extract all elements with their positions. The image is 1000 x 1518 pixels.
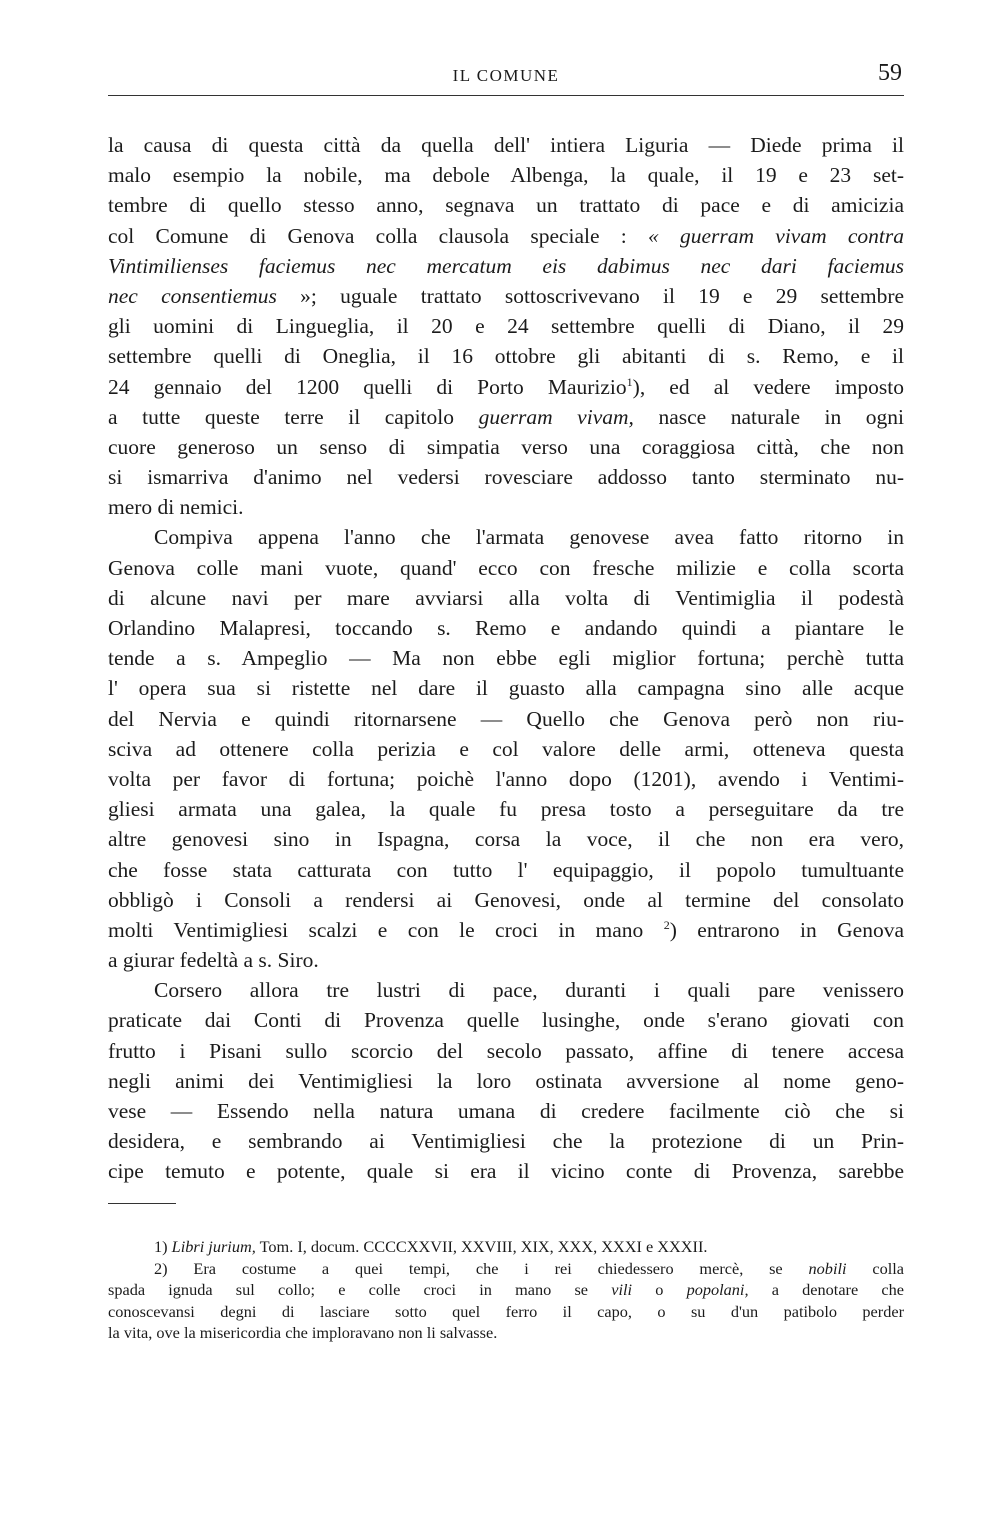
- footnote-text: 2) Era costume a quei tempi, che i rei chiedessero mercè, se: [154, 1258, 783, 1278]
- footnote-2-line: conoscevansi degni di lasciare sotto quel ferro il capo, o su d'un patibolo perder: [108, 1301, 904, 1321]
- text-line: gliesi armata una galea, la quale fu presa tosto a perseguitare da tre: [108, 797, 904, 822]
- footnote-2-line: la vita, ove la misericordia che imploravano non li salvasse.: [108, 1323, 498, 1342]
- text-line: praticate dai Conti di Provenza quelle lusinghe, onde s'erano giovati con: [108, 1008, 904, 1033]
- footnote-italic: popolani,: [686, 1280, 749, 1299]
- text-line: negli animi dei Ventimigliesi la loro ostinata avversione al nome geno-: [108, 1068, 904, 1093]
- text-line: sciva ad ottenere colla perizia e col valore delle armi, otteneva questa: [108, 736, 904, 761]
- text-line: Genova colle mani vuote, quand' ecco con fresche milizie e colla scorta: [108, 555, 904, 580]
- text-line: vese — Essendo nella natura umana di credere facilmente ciò che si: [108, 1099, 904, 1123]
- text-line: [108, 372, 904, 402]
- footnote-ref: 2: [663, 917, 670, 932]
- text-line: gli uomini di Lingueglia, il 20 e 24 settembre quelli di Diano, il 29: [108, 314, 904, 339]
- text-line: che fosse stata catturata con tutto l' equipaggio, il popolo tumultuante: [108, 857, 904, 882]
- footnote-italic: vili: [611, 1280, 633, 1299]
- footnote-number: 1): [154, 1237, 168, 1256]
- footnote-title: Libri jurium,: [171, 1237, 256, 1256]
- text-line: volta per favor di fortuna; poichè l'anno dopo (1201), avendo i Ventimi-: [108, 766, 904, 791]
- header-rule: [108, 95, 904, 96]
- footnote-text: Tom. I, docum. CCCCXXVII, XXVIII, XIX, XXX, XXXI e XXXII.: [259, 1237, 708, 1256]
- latin-quote: « guerram vivam contra: [648, 223, 904, 248]
- footnote-1: [108, 1236, 904, 1258]
- text-line: si ismarriva d'animo nel vedersi rovesciare addosso tanto sterminato nu-: [108, 465, 904, 490]
- text-line: [108, 251, 904, 281]
- text-line: obbligò i Consoli a rendersi ai Genovesi, onde al termine del consolato: [108, 887, 904, 912]
- text-line: cuore generoso un senso di simpatia verso una coraggiosa città, che non: [108, 434, 904, 459]
- text-line: cipe temuto e potente, quale si era il vicino conte di Provenza, sarebbe: [108, 1159, 904, 1184]
- footnote-2-line: [108, 1279, 904, 1301]
- text-line: mero di nemici.: [108, 495, 244, 520]
- page-number: 59: [878, 60, 902, 86]
- text-line: frutto i Pisani sullo scorcio del secolo passato, affine di tenere accesa: [108, 1038, 904, 1063]
- footnote-text: o: [655, 1280, 664, 1299]
- footnote-2-line: [108, 1258, 904, 1280]
- text-segment: »;: [300, 283, 317, 308]
- footnote-italic: nobili: [808, 1258, 847, 1278]
- text-line: Compiva appena l'anno che l'armata genovese avea fatto ritorno in: [154, 525, 904, 550]
- text-line: del Nervia e quindi ritornarsene — Quello che Genova però non riu-: [108, 706, 904, 731]
- page-header: [108, 60, 904, 96]
- footnote-rule: [108, 1203, 176, 1204]
- text-segment: uguale trattato sottoscrivevano il 19 e 29 settembre: [340, 283, 905, 308]
- text-line: tende a s. Ampeglio — Ma non ebbe egli miglior fortuna; perchè tutta: [108, 646, 904, 671]
- text-segment: 24 gennaio del 1200 quelli di Porto Maurizio: [108, 374, 627, 399]
- running-title: IL COMUNE: [452, 66, 560, 85]
- latin-quote: nec consentiemus: [108, 283, 277, 308]
- text-line: tembre di quello stesso anno, segnava un trattato di pace e di amicizia: [108, 193, 904, 218]
- text-line: [108, 281, 904, 311]
- footnotes: [108, 1236, 904, 1344]
- text-line: Orlandino Malapresi, toccando s. Remo e andando quindi a piantare le: [108, 616, 904, 640]
- text-line: a giurar fedeltà a s. Siro.: [108, 948, 319, 973]
- text-line: altre genovesi sino in Ispagna, corsa la voce, il che non era vero,: [108, 827, 904, 852]
- text-segment: col Comune di Genova colla clausola speciale :: [108, 223, 627, 248]
- text-line: Corsero allora tre lustri di pace, duranti i quali pare venissero: [154, 978, 904, 1003]
- latin-quote: Vintimilienses faciemus nec mercatum eis dabimus nec dari faciemus: [108, 253, 904, 278]
- text-line: desidera, e sembrando ai Ventimigliesi che la protezione di un Prin-: [108, 1129, 904, 1154]
- text-segment: ) entrarono in Genova: [669, 917, 905, 942]
- text-line: di alcune navi per mare avviarsi alla volta di Ventimiglia il podestà: [108, 585, 904, 610]
- text-line: l' opera sua si ristette nel dare il guasto alla campagna sino alle acque: [108, 676, 904, 701]
- footnote-ref: 1: [626, 374, 633, 389]
- text-line: settembre quelli di Oneglia, il 16 ottobre gli abitanti di s. Remo, e il: [108, 344, 904, 369]
- text-line: la causa di questa città da quella dell' intiera Liguria — Diede prima il: [108, 133, 904, 157]
- text-line: [108, 915, 904, 945]
- text-segment: nasce naturale in ogni: [658, 404, 905, 429]
- footnote-text: a denotare che: [771, 1280, 904, 1299]
- text-line: [108, 221, 904, 251]
- text-line: malo esempio la nobile, ma debole Albenga, la quale, il 19 e 23 set-: [108, 163, 904, 188]
- text-segment: molti Ventimigliesi scalzi e con le croci in mano: [108, 917, 644, 942]
- text-segment: ), ed al vedere imposto: [632, 374, 904, 399]
- footnote-text: spada ignuda sul collo; e colle croci in mano se: [108, 1280, 589, 1299]
- footnote-text: colla: [872, 1258, 904, 1278]
- text-line: [108, 402, 904, 432]
- text-segment: a tutte queste terre il capitolo: [108, 404, 455, 429]
- latin-phrase: guerram vivam,: [478, 404, 634, 429]
- body-text: [108, 130, 904, 1187]
